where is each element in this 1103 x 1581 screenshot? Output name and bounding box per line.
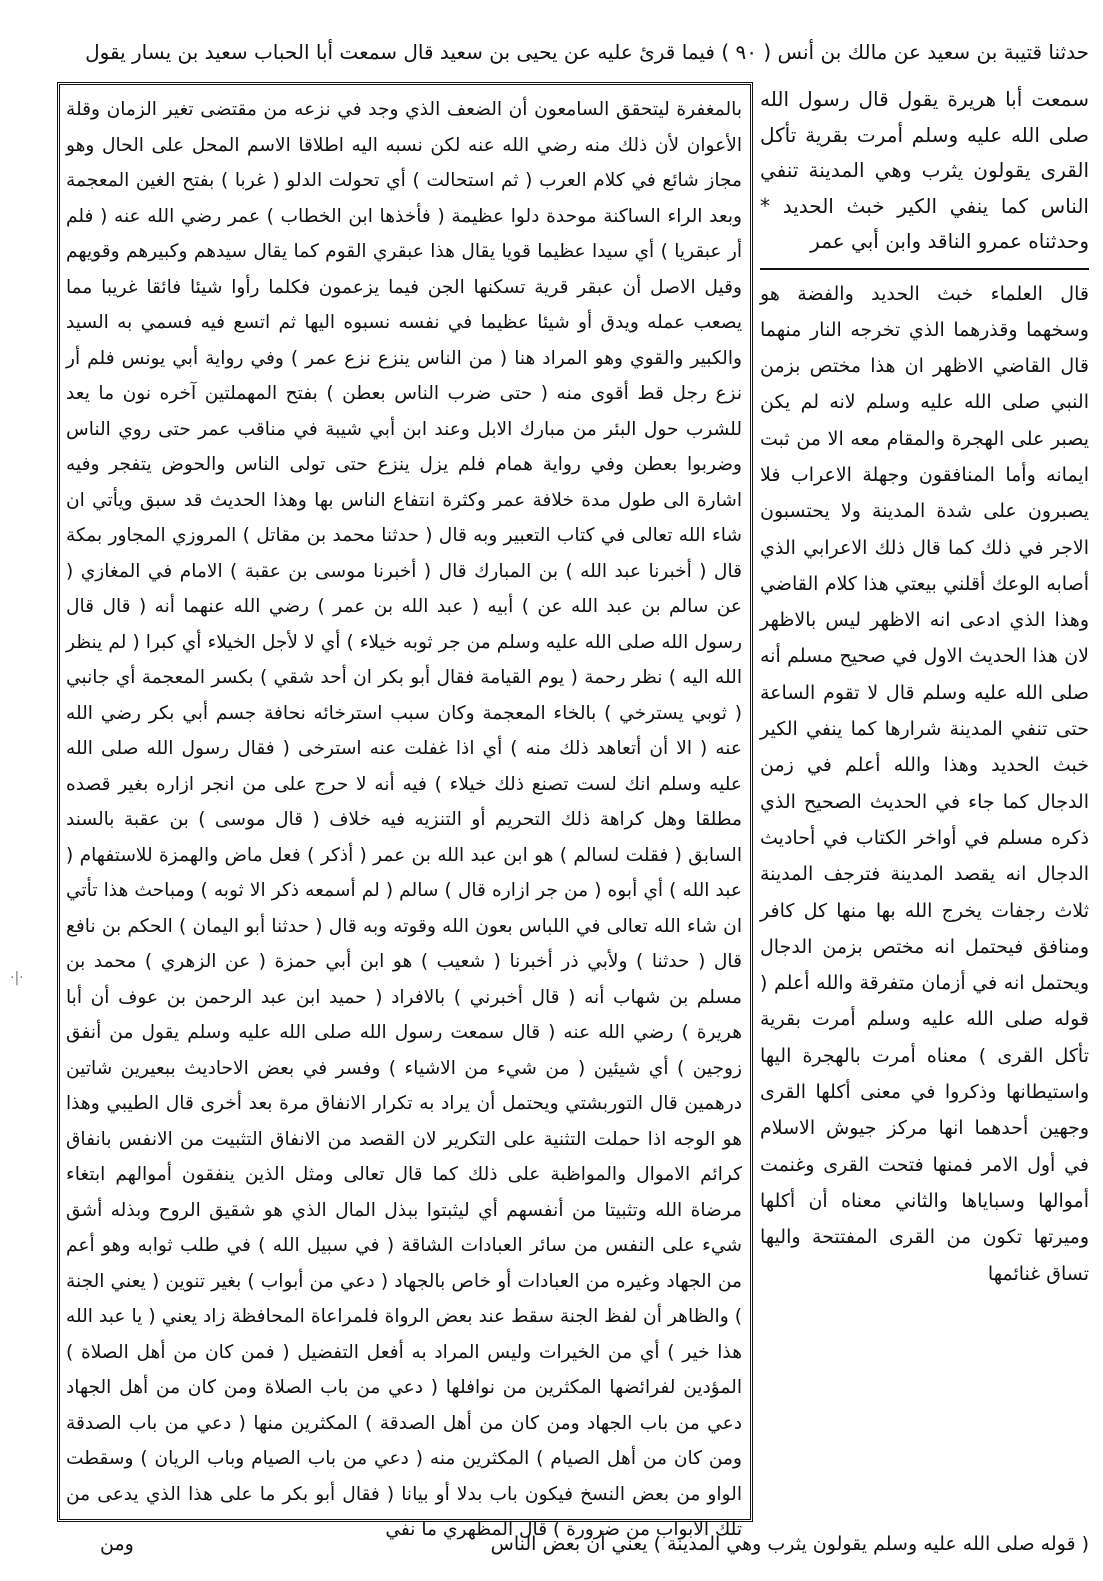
- divider: [760, 268, 1089, 270]
- margin-mark: ·|·: [10, 970, 24, 986]
- running-header: [40, 28, 1089, 80]
- main-text: بالمغفرة ليتحقق السامعون أن الضعف الذي وجد في نزعه من مقتضى تغير الزمان وقلة الأعوان لأن ذلك منه رضي الله عنه لكن نسبه اليه اطلاقا الاسم المحل على الحال وهو مجاز شائع في كلام العرب ( ثم استحالت ) أي تحولت الدلو ( غربا ) بفتح الغين المعجمة وبعد الراء الساكنة موحدة دلوا عظيمة ( فأخذها ابن الخطاب ) عمر رضي الله عنه ( فلم أر عبقريا ) أي سيدا عظيما قويا يقال هذا عبقري القوم كما يقال سيدهم وكبيرهم وقويهم وقيل الاصل أن عبقر قرية تسكنها الجن فيما يزعمون فكلما رأوا شيئا فائقا غريبا مما يصعب عمله ويدق أو شيئا عظيما في نفسه نسبوه اليها ثم اتسع فيه فسمي به السيد والكبير والقوي وهو المراد هنا ( من الناس ينزع نزع عمر ) وفي رواية أبي يونس فلم أر نزع رجل قط أقوى منه ( حتى ضرب الناس بعطن ) بفتح المهملتين آخره نون ما يعد للشرب حول البئر من مبارك الابل وعند ابن أبي شيبة في مناقب عمر حتى روي الناس وضربوا بعطن وفي رواية همام فلم يزل ينزع حتى تولى الناس والحوض يتفجر وفيه اشارة الى طول مدة خلافة عمر وكثرة انتفاع الناس بها وهذا الحديث قد سبق ويأتي ان شاء الله تعالى في كتاب التعبير وبه قال ( حدثنا محمد بن مقاتل ) المروزي المجاور بمكة قال ( أخبرنا عبد الله ) بن المبارك قال ( أخبرنا موسى بن عقبة ) الامام في المغازي ( عن سالم بن عبد الله عن ) أبيه ( عبد الله بن عمر ) رضي الله عنهما أنه ( قال قال رسول الله صلى الله عليه وسلم من جر ثوبه خيلاء ) أي لا لأجل الخيلاء أي كبرا ( لم ينظر الله اليه ) نظر رحمة ( يوم القيامة فقال أبو بكر ان أحد شقي ) بكسر المعجمة أي جانبي ( ثوبي يسترخي ) بالخاء المعجمة وكان سبب استرخائه نحافة جسم أبي بكر رضي الله عنه ( الا أن أتعاهد ذلك منه ) أي اذا غفلت عنه استرخى ( فقال رسول الله صلى الله عليه وسلم انك لست تصنع ذلك خيلاء ) فيه أنه لا حرج على من انجر ازاره بغير قصده مطلقا وهل كراهة ذلك التحريم أو التنزيه فيه خلاف ( قال موسى ) بن عقبة بالسند السابق ( فقلت لسالم ) هو ابن عبد الله بن عمر ( أذكر ) فعل ماض والهمزة للاستفهام ( عبد الله ) أي أبوه ( من جر ازاره قال ) سالم ( لم أسمعه ذكر الا ثوبه ) ومباحث هذا تأتي ان شاء الله تعالى في اللباس بعون الله وقوته وبه قال ( حدثنا أبو اليمان ) الحكم بن نافع قال ( حدثنا ) ولأبي ذر أخبرنا ( شعيب ) هو ابن أبي حمزة ( عن الزهري ) محمد بن مسلم بن شهاب أنه ( قال أخبرني ) بالافراد ( حميد ابن عبد الرحمن بن عوف أن أبا هريرة ) رضي الله عنه ( قال سمعت رسول الله صلى الله عليه وسلم يقول من أنفق زوجين ) أي شيئين ( من شيء من الاشياء ) وفسر في بعض الاحاديث ببعيرين شاتين درهمين قال التوربشتي ويحتمل أن يراد به تكرار الانفاق مرة بعد أخرى قال الطيبي وهذا هو الوجه اذا حملت التثنية على التكرير لان القصد من الانفاق التثبيت من الانفس بانفاق كرائم الاموال والمواظبة على ذلك كما قال تعالى ومثل الذين ينفقون أموالهم ابتغاء مرضاة الله وتثبيتا من أنفسهم أي ليثبتوا ببذل المال الذي هو شقيق الروح وبذله أشق شيء على النفس من سائر العبادات الشاقة ( في سبيل الله ) في طلب ثوابه وهو أعم من الجهاد وغيره من العبادات أو خاص بالجهاد ( دعي من أبواب ) بغير تنوين ( يعني الجنة ) والظاهر أن لفظ الجنة سقط عند بعض الرواة فلمراعاة المحافظة زاد يعني ( يا عبد الله هذا خير ) أي من الخيرات وليس المراد به أفعل التفضيل ( فمن كان من أهل الصلاة ) المؤدين لفرائضها المكثرين من نوافلها ( دعي من باب الصلاة ومن كان من أهل الجهاد دعي من باب الجهاد ومن كان من أهل الصدقة ) المكثرين منها ( دعي من باب الصدقة ومن كان من أهل الصيام ) المكثرين منه ( دعي من باب الصيام وباب الريان ) وسقطت الواو من بعض النسخ فيكون باب بدلا أو بيانا ( فقال أبو بكر ما على هذا الذي يدعى من تلك الابواب من ضرورة ) قال المظهري ما نفي: [66, 99, 742, 1540]
- footer-text: ( قوله صلى الله عليه وسلم يقولون يثرب وهي المدينة ) يعني أن بعض الناس: [490, 1533, 1089, 1555]
- commentary-text: قال العلماء خبث الحديد والفضة هو وسخهما وقذرهما الذي تخرجه النار منهما قال القاضي الاظهر ان هذا مختص بزمن النبي صلى الله عليه وسلم لانه لم يكن يصبر على الهجرة والمقام معه الا من ثبت ايمانه وأما المنافقون وجهلة الاعراب فلا يصبرون على شدة المدينة ولا يحتسبون الاجر في ذلك كما قال ذلك الاعرابي الذي أصابه الوعك أقلني بيعتي هذا كلام القاضي وهذا الذي ادعى انه الاظهر ليس بالاظهر لان هذا الحديث الاول في صحيح مسلم أنه صلى الله عليه وسلم قال لا تقوم الساعة حتى تنفي المدينة شرارها كما ينفي الكير خبث الحديد وهذا والله أعلم في زمن الدجال كما جاء في الحديث الصحيح الذي ذكره مسلم في أواخر الكتاب في أحاديث الدجال انه يقصد المدينة فترجف المدينة ثلاث رجفات يخرج الله بها منها كل كافر ومنافق فيحتمل انه مختص بزمن الدجال ويحتمل انه في أزمان متفرقة والله أعلم ( قوله صلى الله عليه وسلم أمرت بقرية تأكل القرى ) معناه أمرت بالهجرة اليها واستيطانها وذكروا في معنى أكلها القرى وجهين أحدهما انها مركز جيوش الاسلام في أول الامر فمنها فتحت القرى وغنمت أموالها وسباياها والثاني معناه أن أكلها وميرتها تكون من القرى المفتتحة واليها تساق غنائمها: [760, 282, 1089, 1285]
- hadith-text: سمعت أبا هريرة يقول قال رسول الله صلى الله عليه وسلم أمرت بقرية تأكل القرى يقولون يثرب وهي المدينة تنفي الناس كما ينفي الكير خبث الحديد * وحدثناه عمرو الناقد وابن أبي عمر: [760, 87, 1089, 253]
- main-text-column: [66, 92, 742, 1540]
- header-text: حدثنا قتيبة بن سعيد عن مالك بن أنس ( ٩٠ ) فيما قرئ عليه عن يحيى بن سعيد قال سمعت أبا الحباب سعيد بن يسار يقول: [85, 40, 1089, 64]
- side-column: [760, 82, 1089, 1522]
- page-footer: [60, 1524, 1089, 1564]
- catchword: ومن: [100, 1533, 134, 1555]
